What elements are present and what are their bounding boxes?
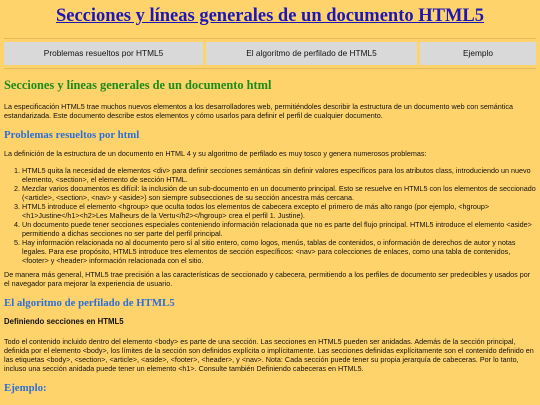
nav-divider [4, 68, 536, 69]
algorithm-heading: El algoritmo de perfilado de HTML5 [4, 297, 175, 309]
problems-list [4, 166, 536, 265]
example-heading: Ejemplo: [4, 382, 47, 394]
list-item: 5. Hay información relacionada no al documento pero sí al sitio entero, como logos, menús, tablas de contenidos, o información de derechos de autor y notas legales. Para ese propósito, HTML5 introduce tres elementos de sección específicos: <nav> para colecciones de enlaces, como una tabla de contenidos, <footer> y <header> información relacionada con el sitio. [22, 238, 536, 265]
algorithm-paragraph: Todo el contenido incluido dentro del elemento <body> es parte de una sección. Las secciones en HTML5 pueden ser anidadas. Además de la sección principal, definida por el elemento <body>, los límites de la sección son definidos explícita o implícitamente. Las secciones definidas explícitamente son el contenido definido en las etiquetas <body>, <section>, <article>, <aside>, <footer>, <header>, y <nav>. Nota: Cada sección puede tener su propia jerarquía de cabeceras. Por lo tanto, incluso una sección anidada puede tener un elemento <h1>. Consulte también Definiendo cabeceras en HTML5. [4, 337, 534, 373]
nav-problemas[interactable]: Problemas resueltos por HTML5 [4, 42, 203, 65]
list-item: 4. Un documento puede tener secciones especiales conteniendo información relacionada que no es parte del flujo principal. HTML5 introduce el elemento <aside> permitiendo a dichas secciones no ser parte del perfil principal. [22, 220, 536, 238]
intro-paragraph: La especificación HTML5 trae muchos nuevos elementos a los desarrolladores web, permitiéndoles describir la estructura de un documento web con semántica estandarizada. Este documento describe estos elementos y cómo usarlos para definir el perfil de cualquier documento. [4, 102, 513, 120]
nav-ejemplo[interactable]: Ejemplo [420, 42, 536, 65]
page-title-link[interactable]: Secciones y líneas generales de un documento HTML5 [55, 6, 485, 26]
list-item: 3. HTML5 introduce el elemento <hgroup> que oculta todos los elementos de cabecera excepto el primero de más alto rango (por ejemplo, <hgroup><h1>Justine</h1><h2>Les Malheurs de la Vertu</h2></hgroup> crea el perfil 1. Justine). [22, 202, 536, 220]
navbar [4, 38, 536, 65]
problems-heading: Problemas resueltos por html [4, 129, 140, 141]
algorithm-subheading: Definiendo secciones en HTML5 [4, 317, 124, 326]
problems-lead: La definición de la estructura de un documento en HTML 4 y su algoritmo de perfilado es muy tosco y genera numerosos problemas: [4, 149, 427, 158]
nav-algoritmo[interactable]: El algoritmo de perfilado de HTML5 [206, 42, 417, 65]
page-header [4, 0, 536, 38]
list-item: 1. HTML5 quita la necesidad de elementos <div> para definir secciones semánticas sin definir valores específicos para los atributos class, introduciendo un nuevo elemento, <section>, el elemento de sección HTML. [22, 166, 536, 184]
section-title: Secciones y líneas generales de un documento html [4, 78, 272, 92]
problems-outro: De manera más general, HTML5 trae precisión a las características de seccionado y cabecera, permitiendo a los perfiles de documento ser predecibles y usados por el navegador para mejorar la experiencia de usuario. [4, 270, 531, 288]
list-item: 2. Mezclar varios documentos es difícil: la inclusión de un sub-documento en un documento principal. Esto se resuelve en HTML5 con los elementos de seccionado (<article>, <section>, <nav> y <aside>) son siempre subsecciones de su sección ancestra más cercana. [22, 184, 536, 202]
